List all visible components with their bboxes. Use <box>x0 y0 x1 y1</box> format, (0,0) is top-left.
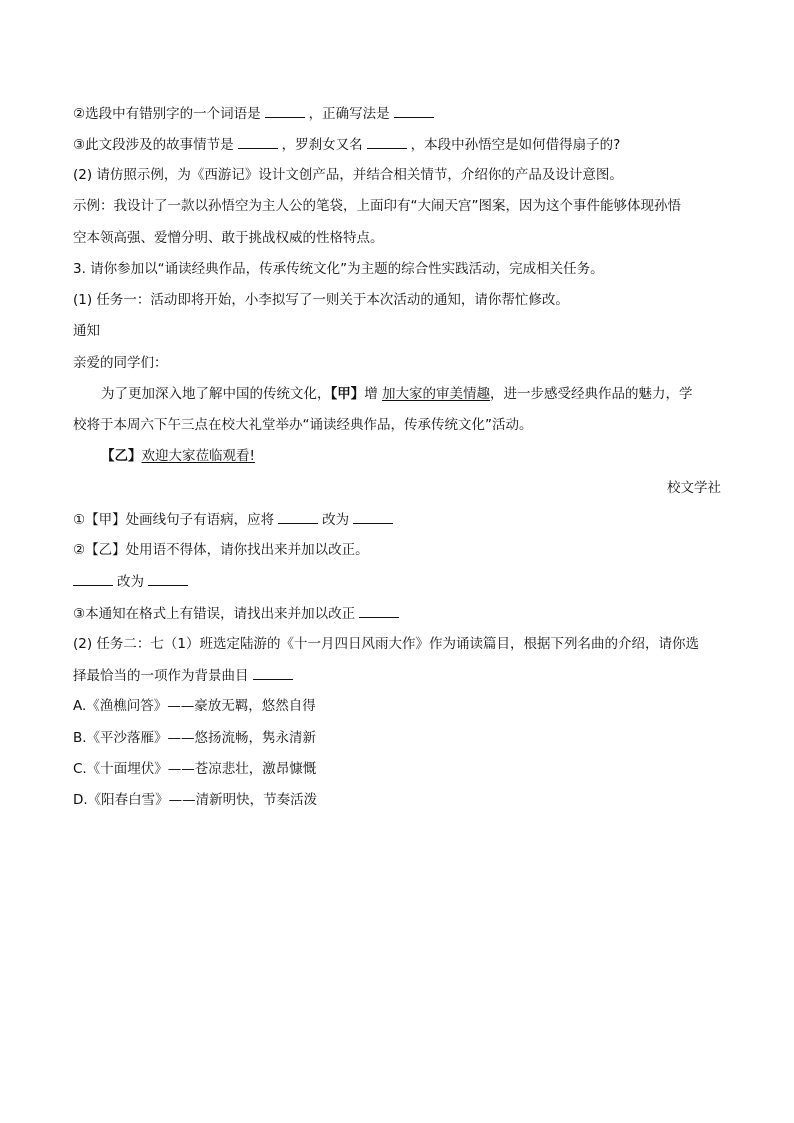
item-3-post: ，本段中孙悟空是如何借得扇子的? <box>410 137 621 153</box>
item-3-prompt: ③此文段涉及的故事情节是 <box>73 137 234 153</box>
item-2-mid: ，正确写法是 <box>308 106 390 122</box>
closing-phrase: 欢迎大家莅临观看! <box>141 448 255 464</box>
item-1-mid: 改为 <box>322 512 350 528</box>
answer-blank[interactable] <box>238 134 278 149</box>
task-2-prompt-end: 择最恰当的一项作为背景曲目 <box>73 668 249 684</box>
answer-blank[interactable] <box>278 509 318 524</box>
task-1-item-1 <box>73 509 397 530</box>
answer-blank[interactable] <box>359 603 399 618</box>
task-1-item-2: ②【乙】处用语不得体，请你找出来并加以改正。 <box>73 542 369 558</box>
answer-blank[interactable] <box>253 665 293 680</box>
task-1-item-3 <box>73 603 403 624</box>
item-3-prompt: ③本通知在格式上有错误，请找出来并加以改正 <box>73 606 356 622</box>
notice-body-line-1 <box>101 384 693 404</box>
task-1-prompt: (1) 任务一：活动即将开始，小李拟写了一则关于本次活动的通知，请你帮忙修改。 <box>73 292 569 308</box>
task-2-line-1: (2) 任务二：七（1）班选定陆游的《十一月四日风雨大作》作为诵读篇目，根据下列名曲的介绍，请你选 <box>73 636 700 652</box>
item-2-mid: 改为 <box>117 574 144 590</box>
question-item-2 <box>73 103 438 124</box>
answer-blank[interactable] <box>265 103 305 118</box>
answer-blank[interactable] <box>353 509 393 524</box>
notice-heading: 通知 <box>73 323 100 339</box>
yi-marker: 【乙】 <box>101 448 142 464</box>
answer-blank[interactable] <box>394 103 434 118</box>
task-1-item-2-answer <box>73 571 192 592</box>
answer-blank[interactable] <box>73 571 113 586</box>
notice-body-line-2: 校将于本周六下午三点在校大礼堂举办“诵读经典作品，传承传统文化”活动。 <box>73 417 533 433</box>
notice-closing <box>101 446 255 466</box>
item-3-mid: ，罗刹女又名 <box>281 137 363 153</box>
answer-blank[interactable] <box>148 571 188 586</box>
jia-marker: 【甲】 <box>330 386 365 402</box>
notice-signature: 校文学社 <box>667 480 721 496</box>
option-c: C.《十面埋伏》——苍凉悲壮，激昂慷慨 <box>73 761 317 777</box>
example-line-1: 示例：我设计了一款以孙悟空为主人公的笔袋，上面印有“大闹天宫”图案，因为这个事件能够体现孙悟 <box>73 198 681 214</box>
sub-question-2: (2) 请仿照示例，为《西游记》设计文创产品，并结合相关情节，介绍你的产品及设计意图。 <box>73 167 623 183</box>
answer-blank[interactable] <box>367 134 407 149</box>
notice-greeting: 亲爱的同学们： <box>73 355 168 371</box>
task-2-line-2 <box>73 665 297 686</box>
underlined-sentence: 加大家的审美情趣 <box>382 386 491 402</box>
option-a: A.《渔樵问答》——豪放无羁，悠然自得 <box>73 698 316 714</box>
notice-body-start: 为了更加深入地了解中国的传统文化， <box>101 386 331 402</box>
option-d: D.《阳春白雪》——清新明快，节奏活泼 <box>73 792 318 808</box>
notice-body-mid: 增 <box>364 386 383 402</box>
example-line-2: 空本领高强、爱憎分明、敢于挑战权威的性格特点。 <box>73 230 384 246</box>
question-item-3 <box>73 134 620 155</box>
option-b: B.《平沙落雁》——悠扬流畅，隽永清新 <box>73 730 317 746</box>
question-3-title: 3. 请你参加以“诵读经典作品，传承传统文化”为主题的综合性实践活动，完成相关任务。 <box>73 261 604 277</box>
item-2-prompt: ②选段中有错别字的一个词语是 <box>73 106 261 122</box>
item-1-prompt: ①【甲】处画线句子有语病，应将 <box>73 512 275 528</box>
notice-body-end: ，进一步感受经典作品的魅力，学 <box>490 386 693 402</box>
